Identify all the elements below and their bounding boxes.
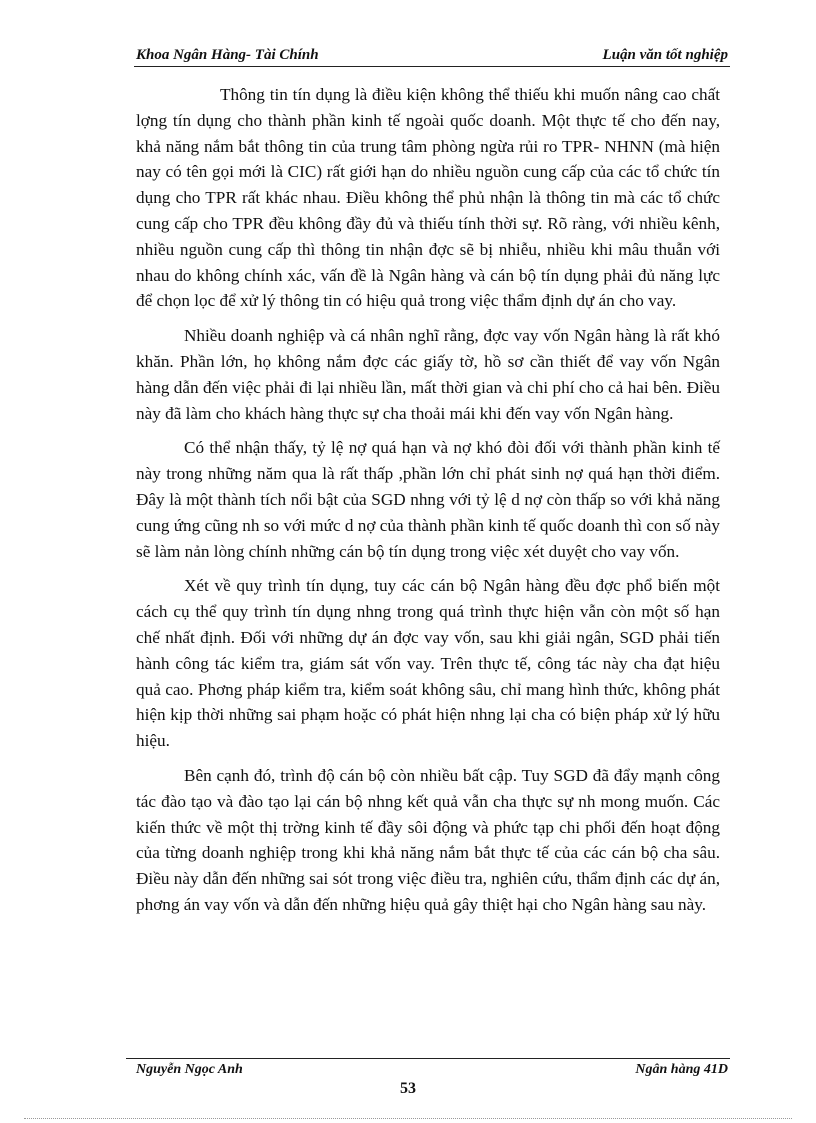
page-footer	[134, 1062, 730, 1080]
footer-divider	[126, 1058, 730, 1059]
footer-author: Nguyễn Ngọc Anh	[136, 1062, 243, 1077]
page-header	[134, 46, 730, 67]
paragraph: Bên cạnh đó, trình độ cán bộ còn nhiều bất cập. Tuy SGD đã đẩy mạnh công tác đào tạo và đào tạo lại cán bộ nhng kết quả vẫn cha thực sự nh mong muốn. Các kiến thức về một thị trờng kinh tế đầy sôi động và phức tạp chi phối đến hoạt động của từng doanh nghiệp trong khi khả năng nắm bắt thực tế của các cán bộ cha sâu. Điều này dẫn đến những sai sót trong việc điều tra, nghiên cứu, thẩm định các dự án, phơng án vay vốn và dẫn đến những hiệu quả gây thiệt hại cho Ngân hàng sau này.	[136, 765, 720, 914]
paragraph: Nhiều doanh nghiệp và cá nhân nghĩ rằng, đợc vay vốn Ngân hàng là rất khó khăn. Phần lớn, họ không nắm đợc các giấy tờ, hồ sơ cần thiết để vay vốn Ngân hàng dẫn đến việc phải đi lại nhiều lần, mất thời gian và chi phí cho cả hai bên. Điều này đã làm cho khách hàng thực sự cha thoải mái khi đến vay vốn Ngân hàng.	[136, 326, 720, 423]
page-number: 53	[400, 1080, 416, 1097]
paragraph: Xét về quy trình tín dụng, tuy các cán bộ Ngân hàng đều đợc phổ biến một cách cụ thể quy trình tín dụng nhng trong quá trình thực hiện vẫn còn một số hạn chế nhất định. Đối với những dự án đợc vay vốn, sau khi giải ngân, SGD phải tiến hành công tác kiểm tra, giám sát vốn vay. Trên thực tế, công tác này cha đạt hiệu quả cao. Phơng pháp kiểm tra, kiểm soát không sâu, chỉ mang hình thức, không phát hiện kịp thời những sai phạm hoặc có phát hiện nhng lại cha có biện pháp xử lý hữu hiệu.	[136, 576, 720, 751]
paragraph: Thông tin tín dụng là điều kiện không thể thiếu khi muốn nâng cao chất lợng tín dụng cho thành phần kinh tế ngoài quốc doanh. Một thực tế cho đến nay, khả năng nắm bắt thông tin của trung tâm phòng ngừa rủi ro TPR- NHNN (mà hiện nay có tên gọi mới là CIC) rất giới hạn do nhiều nguồn cung cấp của các tổ chức tín dụng cho TPR rất khác nhau. Điều không thể phủ nhận là thông tin mà các tổ chức cung cấp cho TPR đều không đầy đủ và thiếu tính thời sự. Rõ ràng, với nhiều kênh, nhiều nguồn cung cấp thì thông tin nhận đợc sẽ bị nhiễu, nhiều khi mâu thuẫn với nhau do không chính xác, vấn đề là Ngân hàng và cán bộ tín dụng phải đủ năng lực để chọn lọc để xử lý thông tin có hiệu quả trong việc thẩm định dự án cho vay.	[136, 85, 720, 311]
paragraph: Có thể nhận thấy, tỷ lệ nợ quá hạn và nợ khó đòi đối với thành phần kinh tế này trong những năm qua là rất thấp ,phần lớn chỉ phát sinh nợ quá hạn thời điểm. Đây là một thành tích nổi bật của SGD nhng với tỷ lệ d nợ còn thấp so với khả năng cung ứng cũng nh so với mức d nợ của thành phần kinh tế quốc doanh thì con số này sẽ làm nản lòng chính những cán bộ tín dụng trong việc xét duyệt cho vay vốn.	[136, 438, 720, 561]
header-thesis-label: Luận văn tốt nghiệp	[602, 47, 728, 63]
page-bottom-divider	[24, 1118, 792, 1119]
main-content	[136, 82, 720, 927]
header-faculty: Khoa Ngân Hàng- Tài Chính	[136, 47, 319, 63]
footer-class: Ngân hàng 41D	[635, 1062, 728, 1077]
